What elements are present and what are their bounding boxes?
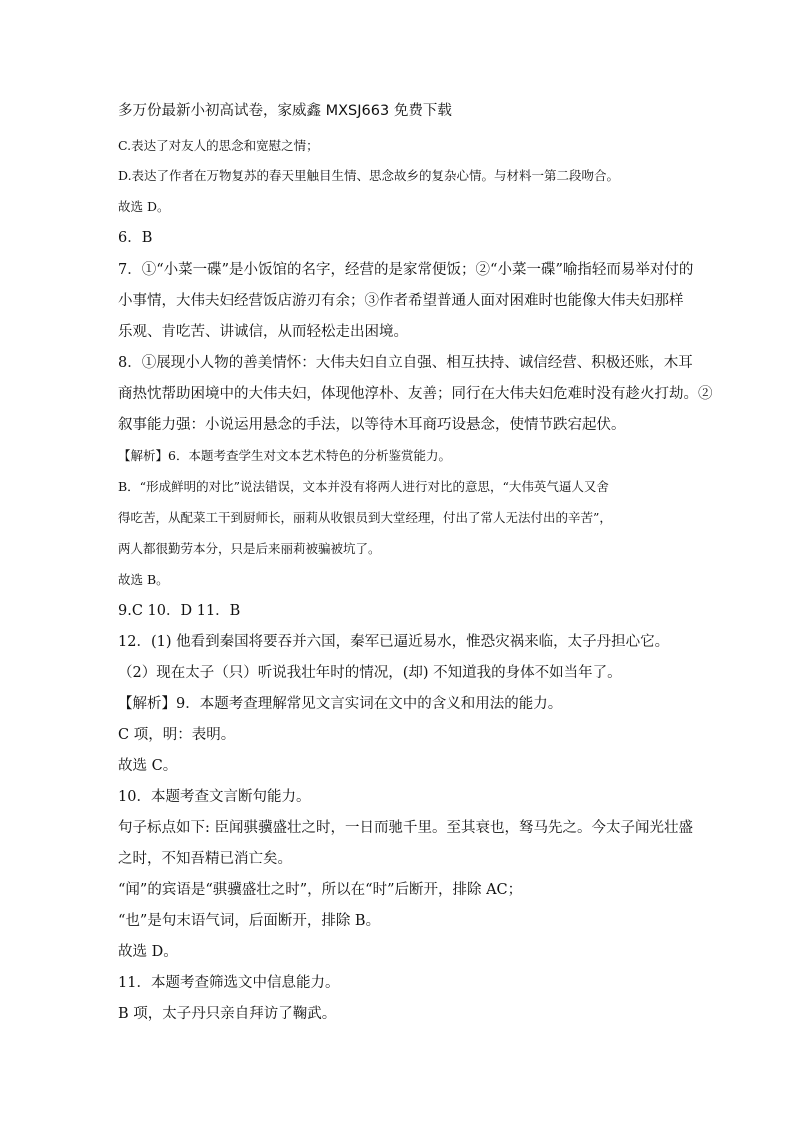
- answer-page: [118, 0, 718, 1123]
- answer-line: 故选 D。: [118, 944, 178, 960]
- answer-line: （2）现在太子（只）听说我壮年时的情况，(却) 不知道我的身体不如当年了。: [118, 665, 622, 681]
- answer-line: B 项，太子丹只亲自拜访了鞠武。: [118, 1006, 337, 1022]
- answer-line: 之时，不知吾精已消亡矣。: [118, 851, 292, 867]
- answer-line: “闻”的宾语是“骐骥盛壮之时”，所以在“时”后断开，排除 AC；: [118, 882, 523, 898]
- answer-line: 故选 C。: [118, 758, 178, 774]
- answer-line: 9.C 10．D 11．B: [118, 603, 241, 619]
- answer-line: 故选 D。: [118, 199, 170, 214]
- answer-line: C.表达了对友人的思念和宽慰之情；: [118, 138, 319, 153]
- answer-line: 叙事能力强：小说运用悬念的手法，以等待木耳商巧设悬念，使情节跌宕起伏。: [118, 417, 626, 433]
- answer-line: D.表达了作者在万物复苏的春天里触目生情、思念故乡的复杂心情。与材料一第二段吻合。: [118, 168, 620, 183]
- answer-line: “也”是句末语气词，后面断开，排除 B。: [118, 913, 381, 929]
- answer-line: 两人都很勤劳本分，只是后来丽莉被骗被坑了。: [118, 541, 381, 556]
- answer-line: 6．B: [118, 230, 153, 246]
- answer-line: 商热忱帮助困境中的大伟夫妇，体现他淳朴、友善；同行在大伟夫妇危难时没有趁火打劫。②: [118, 386, 713, 402]
- answer-line: 12．(1) 他看到秦国将要吞并六国，秦军已逼近易水，惟恐灾祸来临，太子丹担心它。: [118, 634, 670, 650]
- answer-line: 11．本题考查筛选文中信息能力。: [118, 975, 340, 991]
- promo-header: 多万份最新小初高试卷，家威鑫 MXSJ663 免费下载: [118, 103, 452, 119]
- answer-line: 8．①展现小人物的善美情怀：大伟夫妇自立自强、相互扶持、诚信经营、积极还账，木耳: [118, 355, 693, 371]
- answer-line: 10．本题考查文言断句能力。: [118, 789, 311, 805]
- answer-line: 故选 B。: [118, 572, 169, 587]
- analysis-heading: 【解析】9．本题考查理解常见文言实词在文中的含义和用法的能力。: [118, 696, 563, 712]
- answer-line: C 项，明：表明。: [118, 727, 236, 743]
- analysis-heading: 【解析】6．本题考查学生对文本艺术特色的分析鉴赏能力。: [118, 448, 451, 463]
- answer-line: B．“形成鲜明的对比”说法错误，文本并没有将两人进行对比的意思，“大伟英气逼人又舍: [118, 479, 609, 494]
- answer-line: 句子标点如下: 臣闻骐骥盛壮之时，一日而驰千里。至其衰也，驽马先之。今太子闻光壮盛: [118, 820, 693, 836]
- answer-line: 乐观、肯吃苦、讲诚信，从而轻松走出困境。: [118, 324, 408, 340]
- answer-line: 小事情，大伟夫妇经营饭店游刃有余；③作者希望普通人面对困难时也能像大伟夫妇那样: [118, 293, 684, 309]
- answer-line: 7．①“小菜一碟”是小饭馆的名字，经营的是家常便饭；②“小菜一碟”喻指轻而易举对付的: [118, 262, 694, 278]
- answer-line: 得吃苦，从配菜工干到厨师长，丽莉从收银员到大堂经理，付出了常人无法付出的辛苦”，: [118, 510, 612, 525]
